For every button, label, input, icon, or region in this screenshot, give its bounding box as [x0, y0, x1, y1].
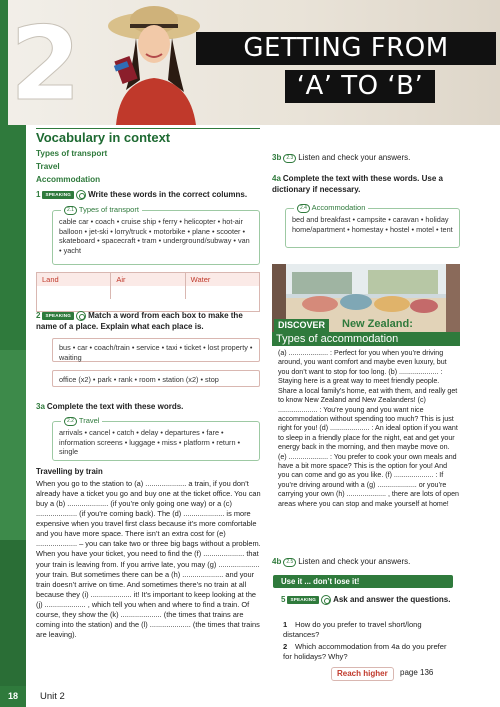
- exercise-1: [36, 190, 261, 201]
- speaking-badge: SPEAKING: [42, 191, 74, 199]
- instruction: Listen and check your answers.: [298, 153, 411, 162]
- exercise-4b: [272, 557, 462, 568]
- instruction: Ask and answer the questions.: [333, 595, 451, 604]
- section-rule: [36, 128, 260, 129]
- exercise-number: 3a: [36, 402, 45, 411]
- word-box-travel: [52, 416, 260, 461]
- unit-header: [0, 0, 500, 125]
- word-list: bed and breakfast • campsite • caravan • holiday home/apartment • homestay • hostel • motel • tent: [292, 215, 453, 234]
- audio-icon[interactable]: 2.3: [283, 154, 296, 163]
- question-text: Which accommodation from 4a do you prefer for holidays? Why?: [283, 642, 447, 662]
- question-number: 1: [283, 620, 288, 629]
- instruction: Complete the text with these words. Use a dictionary if necessary.: [272, 174, 443, 194]
- reach-higher-label: Reach higher: [331, 667, 394, 681]
- audio-icon[interactable]: 2.1: [64, 206, 77, 215]
- discover-title: New Zealand:: [342, 318, 413, 330]
- question-text: How do you prefer to travel short/long distances?: [283, 620, 422, 640]
- exercise-number: 4b: [272, 557, 282, 566]
- pair-work-icon: [321, 595, 331, 605]
- exercise-2: [36, 311, 261, 332]
- header-green-strip: [0, 0, 8, 125]
- cell[interactable]: [186, 286, 259, 299]
- exercise-3a: [36, 402, 261, 413]
- margin-bar: [0, 125, 26, 350]
- audio-icon[interactable]: 2.5: [283, 558, 296, 567]
- columns-table: [36, 272, 260, 312]
- word-box-1: bus • car • coach/train • service • taxi • ticket • lost property • waiting: [52, 338, 260, 362]
- column-header-water: Water: [190, 275, 211, 284]
- topic-travel: Travel: [36, 162, 60, 171]
- margin-bar: [0, 350, 26, 540]
- exercise-number: 5: [281, 595, 286, 604]
- topic-accommodation: Accommodation: [36, 175, 101, 184]
- box-title: [61, 416, 102, 426]
- reach-higher-page: page 136: [400, 668, 434, 677]
- exercise-4a: [272, 174, 462, 195]
- speaking-badge: SPEAKING: [287, 596, 319, 604]
- discover-tag: DISCOVER: [274, 319, 329, 333]
- discover-text: (a) .................... : Perfect for you when you’re driving around, you want comfort and maybe even luxury, but you don’t want to stop for too long. (b) .................... : Staying here is a great way to meet friendly people. Share a local family’s home, eat with them, and really get to know New Zealand and New Zealanders! (c) .................... : You’re young and you want nice accommodation without spending too much? This is just right for you! (d) .................... : An ideal option if you want to sleep in a friendly place for the night, eat and get your energy back in the morning, and then maybe move on. (e) .................... : You prefer to cook your own meals and have a bit more space? This is the option for you! And you can come and go as you like. (f) .................... : If you’re driving around with a (g) .................... or you’re carrying your own (h) .................... , there are lots of open areas where you can stop and make yourself at home!: [278, 349, 459, 508]
- column-header-air: Air: [111, 273, 185, 286]
- box-title-text: Travel: [78, 416, 100, 425]
- pair-work-icon: [76, 311, 86, 321]
- column-header-land: Land: [37, 273, 111, 286]
- exercise-3b: [272, 153, 462, 164]
- section-title: Vocabulary in context: [36, 130, 171, 145]
- instruction: Match a word from each box to make the name of a place. Explain what each place is.: [36, 311, 243, 331]
- exercise-number: 2: [36, 311, 41, 320]
- question-2: [283, 642, 453, 662]
- question-number: 2: [283, 642, 288, 651]
- cell[interactable]: [37, 286, 111, 299]
- exercise-5: [281, 595, 461, 606]
- word-list: arrivals • cancel • catch • delay • departures • fare • information screens • luggage • miss • platform • return • single: [59, 428, 241, 457]
- page-number: 18: [0, 686, 26, 707]
- exercise-number: 1: [36, 190, 41, 199]
- speaking-badge: SPEAKING: [42, 312, 74, 320]
- box-title: [294, 203, 368, 213]
- box-title-text: Accommodation: [311, 203, 366, 212]
- text-title: Travelling by train: [36, 467, 103, 476]
- exercise-number: 4a: [272, 174, 281, 183]
- cell[interactable]: [111, 286, 185, 299]
- instruction: Complete the text with these words.: [46, 402, 184, 411]
- audio-icon[interactable]: 2.4: [297, 204, 310, 213]
- audio-icon[interactable]: 2.2: [64, 417, 77, 426]
- unit-title-line1: GETTING FROM: [196, 32, 496, 65]
- footer-unit: Unit 2: [40, 691, 65, 702]
- box-title-text: Types of transport: [78, 205, 139, 214]
- instruction: Listen and check your answers.: [298, 557, 411, 566]
- unit-title-line2: ‘A’ TO ‘B’: [285, 70, 435, 103]
- word-box-accommodation: [285, 203, 460, 248]
- traveller-photo: [96, 0, 206, 125]
- discover-subtitle: Types of accommodation: [272, 332, 460, 346]
- discover-banner: [272, 317, 460, 347]
- instruction: Write these words in the correct columns.: [88, 190, 248, 199]
- use-it-banner: Use it ... don’t lose it!: [273, 575, 453, 588]
- pair-work-icon: [76, 190, 86, 200]
- box-title: [61, 205, 142, 215]
- travel-text: When you go to the station to (a) .................... a train, if you don’t already have a ticket you go and buy one at the ticket office. You can buy a (b) .................... (if you’re only going one way) or a (c) .................... (if you’re coming back). The (d) .................... is more expensive when you travel first class because it’s more comfortable and you have more space. There isn’t an extra cost for (e) .................... – you can take two or three big bags without a problem. When you have your ticket, you need to find the (f) .................... that your train is leaving from. If you arrive late, you may (g) .................... your train. But sometimes there can be a (h) .................... and your train doesn’t arrive on time. And sometimes there’s no train at all because they (i) .................... it! It’s important to keep looking at the (j) .................... , which tell you when and where to find a train. Of course, they show the (k) .................... (the times that trains are coming into the station) and the (l) .................... (the times that trains are leaving).: [36, 479, 261, 639]
- exercise-number: 3b: [272, 153, 282, 162]
- word-box-2: office (x2) • park • rank • room • station (x2) • stop: [52, 370, 260, 387]
- unit-number: 2: [10, 5, 81, 124]
- word-list: cable car • coach • cruise ship • ferry • helicopter • hot-air balloon • jet-ski • lorry/truck • motorbike • plane • scooter • skateboard • spacecraft • tram • underground/subway • van • yacht: [59, 217, 250, 255]
- word-box-transport: [52, 205, 260, 265]
- topic-transport: Types of transport: [36, 149, 108, 158]
- question-1: [283, 620, 453, 640]
- margin-bar: [0, 540, 26, 686]
